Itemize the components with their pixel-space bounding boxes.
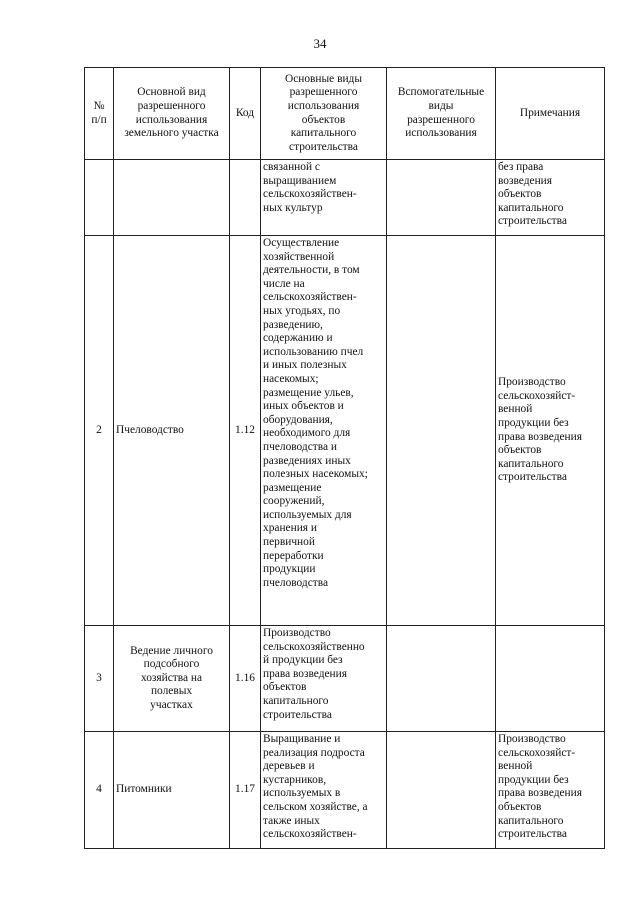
cell-auxiliary-use <box>387 626 496 732</box>
cell-notes <box>496 626 605 732</box>
cell-notes: Производство сельскохозяйст- венной продукции без права возведения объектов капитального строительства <box>496 732 605 849</box>
table-header-row <box>85 68 605 160</box>
cell-main-use-type: Ведение личного подсобного хозяйства на полевых участках <box>114 626 230 732</box>
cell-code: 1.17 <box>230 732 261 849</box>
cell-auxiliary-use <box>387 732 496 849</box>
page-number: 34 <box>313 36 327 51</box>
cell-main-use-type: Питомники <box>114 732 230 849</box>
cell-code: 1.12 <box>230 236 261 626</box>
header-notes: Примечания <box>496 68 605 160</box>
cell-main-capital-use: Осуществление хозяйственной деятельности, в том числе на сельскохозяйствен- ных угодьях, по разведению, содержанию и использованию пчел и иных полезных насекомых; размещение ульев, иных объектов и оборудования, необходимого для пчеловодства и разведениях иных полезных насекомых; размещение сооружений, используемых для хранения и первичной переработки продукции пчеловодства <box>261 236 387 626</box>
table-row <box>85 732 605 849</box>
cell-code: 1.16 <box>230 626 261 732</box>
header-main-use-type: Основной вид разрешенного использования земельного участка <box>114 68 230 160</box>
cell-number: 2 <box>85 236 114 626</box>
cell-number <box>85 160 114 236</box>
cell-main-use-type: Пчеловодство <box>114 236 230 626</box>
header-code: Код <box>230 68 261 160</box>
cell-code <box>230 160 261 236</box>
header-auxiliary-use: Вспомогательные виды разрешенного использования <box>387 68 496 160</box>
cell-number: 4 <box>85 732 114 849</box>
cell-notes: без права возведения объектов капитального строительства <box>496 160 605 236</box>
header-number: № п/п <box>85 68 114 160</box>
cell-main-use-type <box>114 160 230 236</box>
cell-main-capital-use: Выращивание и реализация подроста деревьев и кустарников, используемых в сельском хозяйстве, а также иных сельскохозяйствен- <box>261 732 387 849</box>
cell-number: 3 <box>85 626 114 732</box>
cell-main-capital-use: Производство сельскохозяйственно й продукции без права возведения объектов капитального строительства <box>261 626 387 732</box>
cell-auxiliary-use <box>387 236 496 626</box>
cell-notes: Производство сельскохозяйст- венной продукции без права возведения объектов капитального строительства <box>496 236 605 626</box>
cell-auxiliary-use <box>387 160 496 236</box>
header-main-capital-use: Основные виды разрешенного использования объектов капитального строительства <box>261 68 387 160</box>
land-use-table <box>84 67 605 849</box>
cell-main-capital-use: связанной с выращиванием сельскохозяйствен- ных культур <box>261 160 387 236</box>
table-row <box>85 160 605 236</box>
table-row <box>85 236 605 626</box>
table-row <box>85 626 605 732</box>
